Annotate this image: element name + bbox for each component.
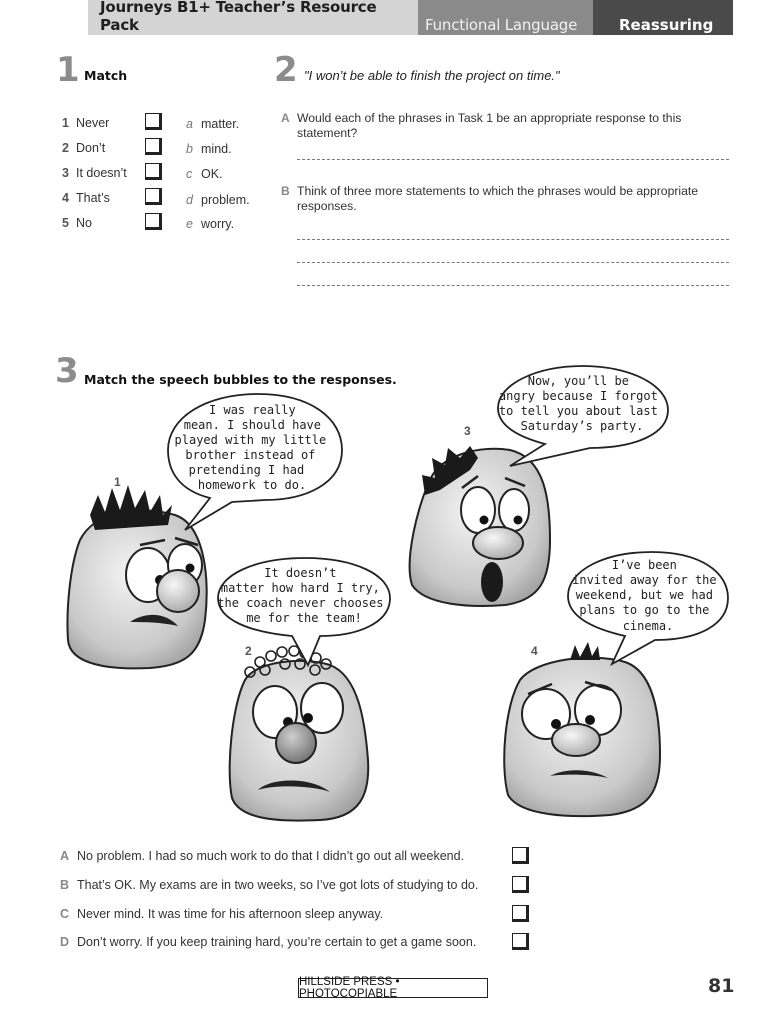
answer-checkbox-5[interactable] bbox=[145, 213, 162, 230]
match-item-3: 3 It doesn’t bbox=[62, 166, 127, 180]
bubble-1-label: 1 bbox=[114, 475, 121, 489]
match-item-5: 5 No bbox=[62, 216, 92, 230]
response-checkbox-a[interactable] bbox=[512, 847, 529, 864]
bubble-4-line-3: weekend, but we had bbox=[575, 588, 714, 602]
answer-line-b2[interactable] bbox=[297, 262, 729, 263]
answer-checkbox-2[interactable] bbox=[145, 138, 162, 155]
bubble-1-line-1: I was really bbox=[209, 403, 296, 417]
speech-bubble-1 bbox=[168, 394, 342, 530]
response-b: B That’s OK. My exams are in two weeks, so I’ve got lots of studying to do. bbox=[60, 878, 479, 892]
book-title: Journeys B1+ Teacher’s Resource Pack bbox=[88, 0, 418, 35]
speech-bubble-2 bbox=[217, 558, 390, 665]
question-a-text: Would each of the phrases in Task 1 be an appropriate response to this statement? bbox=[297, 111, 682, 140]
cartoon-illustration bbox=[0, 360, 768, 830]
bubble-4-line-2: invited away for the bbox=[572, 573, 717, 587]
speech-bubble-4 bbox=[568, 552, 728, 664]
publisher-label: HILLSIDE PRESS • PHOTOCOPIABLE bbox=[298, 978, 488, 998]
bubble-3-line-2: angry because I forgot bbox=[498, 389, 658, 403]
character-2 bbox=[230, 646, 369, 821]
character-1 bbox=[68, 485, 207, 668]
bubble-2-label: 2 bbox=[245, 644, 252, 658]
bubble-1-line-2: mean. I should have bbox=[183, 418, 322, 432]
response-checkbox-d[interactable] bbox=[512, 933, 529, 950]
answer-line-b1[interactable] bbox=[297, 239, 729, 240]
bubble-1-line-6: homework to do. bbox=[197, 478, 307, 492]
answer-checkbox-4[interactable] bbox=[145, 188, 162, 205]
bubble-3-line-1: Now, you’ll be bbox=[527, 374, 629, 388]
section-3-number: 3 bbox=[55, 351, 79, 391]
question-b-text: Think of three more statements to which the phrases would be appropriate responses. bbox=[297, 184, 699, 213]
bubble-2-line-4: me for the team! bbox=[246, 611, 362, 625]
section-2-number: 2 bbox=[274, 50, 298, 90]
bubble-4-label: 4 bbox=[531, 644, 538, 658]
bubble-4-line-1: I’ve been bbox=[611, 558, 677, 572]
response-c: C Never mind. It was time for his afternoon sleep anyway. bbox=[60, 907, 384, 921]
bubble-1-line-3: played with my little bbox=[174, 433, 327, 447]
option-e: e worry. bbox=[186, 217, 235, 231]
section-subtitle: Functional Language bbox=[418, 0, 593, 35]
character-4 bbox=[504, 642, 660, 816]
option-a: a matter. bbox=[186, 117, 240, 131]
bubble-1-line-5: pretending I had bbox=[188, 463, 305, 477]
page-number: 81 bbox=[708, 975, 735, 997]
answer-line-a[interactable] bbox=[297, 159, 729, 160]
response-a: A No problem. I had so much work to do that I didn’t go out all weekend. bbox=[60, 849, 465, 863]
bubble-3-line-4: Saturday’s party. bbox=[520, 419, 644, 433]
speech-bubble-3 bbox=[498, 366, 668, 466]
topic-title: Reassuring bbox=[593, 0, 733, 35]
bubble-3-label: 3 bbox=[464, 424, 471, 438]
page-header bbox=[88, 0, 733, 35]
bubble-4-line-4: plans to go to the bbox=[579, 603, 710, 617]
bubble-2-line-2: matter how hard I try, bbox=[220, 581, 380, 595]
option-b: b mind. bbox=[186, 142, 232, 156]
question-b-letter: B bbox=[281, 184, 290, 198]
match-item-2: 2 Don’t bbox=[62, 141, 106, 155]
response-checkbox-c[interactable] bbox=[512, 905, 529, 922]
section-1-number: 1 bbox=[56, 50, 80, 90]
response-checkbox-b[interactable] bbox=[512, 876, 529, 893]
answer-checkbox-1[interactable] bbox=[145, 113, 162, 130]
response-d: D Don’t worry. If you keep training hard, you’re certain to get a game soon. bbox=[60, 935, 477, 949]
match-item-4: 4 That’s bbox=[62, 191, 110, 205]
bubble-1-line-4: brother instead of bbox=[185, 448, 316, 462]
section-3-title: Match the speech bubbles to the responses. bbox=[84, 372, 397, 387]
bubble-2-line-3: the coach never chooses bbox=[217, 596, 384, 610]
section-1-title: Match bbox=[84, 68, 128, 83]
answer-checkbox-3[interactable] bbox=[145, 163, 162, 180]
character-3 bbox=[410, 446, 550, 606]
answer-line-b3[interactable] bbox=[297, 285, 729, 286]
bubble-2-line-1: It doesn’t bbox=[264, 566, 337, 580]
match-item-1: 1 Never bbox=[62, 116, 110, 130]
section-2-quote: "I won’t be able to finish the project on time." bbox=[304, 68, 560, 83]
bubble-3-line-3: to tell you about last bbox=[498, 404, 658, 418]
question-a-letter: A bbox=[281, 111, 290, 125]
bubble-4-line-5: cinema. bbox=[622, 619, 674, 633]
option-c: c OK. bbox=[186, 167, 223, 181]
option-d: d problem. bbox=[186, 193, 250, 207]
